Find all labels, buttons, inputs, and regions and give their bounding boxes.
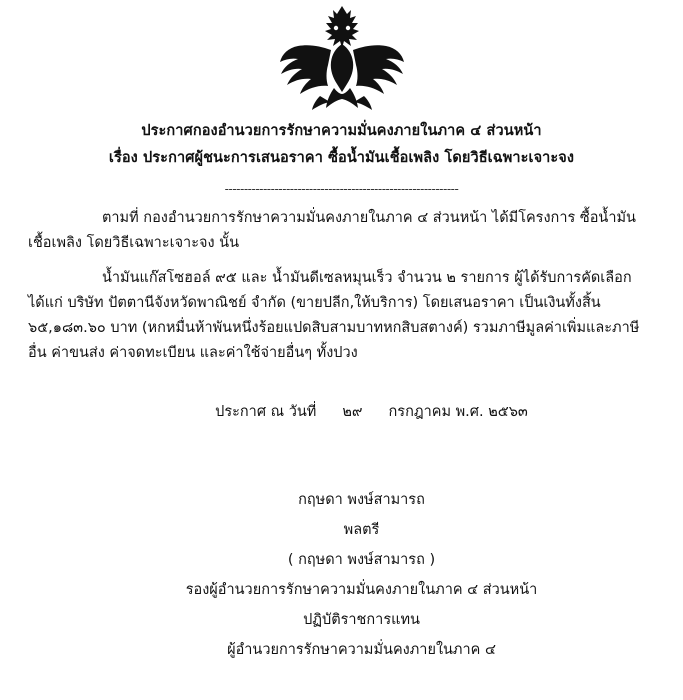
divider: [28, 182, 655, 196]
date-month-year: กรกฎาคม พ.ศ. ๒๕๖๓: [388, 403, 528, 420]
date-day: ๒๙: [342, 403, 363, 420]
paragraph-2: [28, 266, 655, 366]
signature-block: [28, 485, 655, 666]
signature-position-line-2: ปฏิบัติราชการแทน: [303, 612, 420, 629]
announcement-date-line: [28, 400, 655, 423]
title-line-1: ประกาศกองอำนวยการรักษาความมั่นคงภายในภาค ๔ ส่วนหน้า: [141, 123, 542, 139]
signature-position-line-3: ผู้อำนวยการรักษาความมั่นคงภายในภาค ๔: [227, 642, 496, 659]
signature-name: กฤษดา พงษ์สามารถ: [298, 491, 425, 508]
signature-position-line-1: รองผู้อำนวยการรักษาความมั่นคงภายในภาค ๔ ส่วนหน้า: [185, 582, 538, 599]
document-body: [28, 206, 655, 366]
garuda-emblem-icon: [276, 4, 408, 112]
paragraph-1-text: ตามที่ กองอำนวยการรักษาความมั่นคงภายในภาค ๔ ส่วนหน้า ได้มีโครงการ ซื้อน้ำมันเชื้อเพลิง โดยวิธีเฉพาะเจาะจง นั้น: [28, 209, 636, 251]
signature-name-parenthetical: ( กฤษดา พงษ์สามารถ ): [287, 551, 436, 568]
date-prefix: ประกาศ ณ วันที่: [215, 403, 317, 420]
signature-rank: พลตรี: [343, 521, 380, 538]
divider-text: -------------------------------------------------------------: [224, 181, 459, 196]
title-line-2: เรื่อง ประกาศผู้ชนะการเสนอราคา ซื้อน้ำมันเชื้อเพลิง โดยวิธีเฉพาะเจาะจง: [108, 150, 575, 167]
paragraph-1: [28, 206, 655, 256]
paragraph-2-text: น้ำมันแก๊สโซฮอล์ ๙๕ และ น้ำมันดีเซลหมุนเร็ว จำนวน ๒ รายการ ผู้ได้รับการคัดเลือก ได้แก่ บริษัท ปัตตานีจังหวัดพาณิชย์ จำกัด (ขายปลีก,ให้บริการ) โดยเสนอราคา เป็นเงินทั้งสิ้น ๖๕,๑๘๓.๖๐ บาท (หกหมื่นห้าพันหนึ่งร้อยแปดสิบสามบาทหกสิบสตางค์) รวมภาษีมูลค่าเพิ่มและภาษีอื่น ค่าขนส่ง ค่าจดทะเบียน และค่าใช้จ่ายอื่นๆ ทั้งปวง: [28, 269, 640, 361]
document-title: [28, 120, 655, 170]
emblem-container: [28, 0, 655, 116]
